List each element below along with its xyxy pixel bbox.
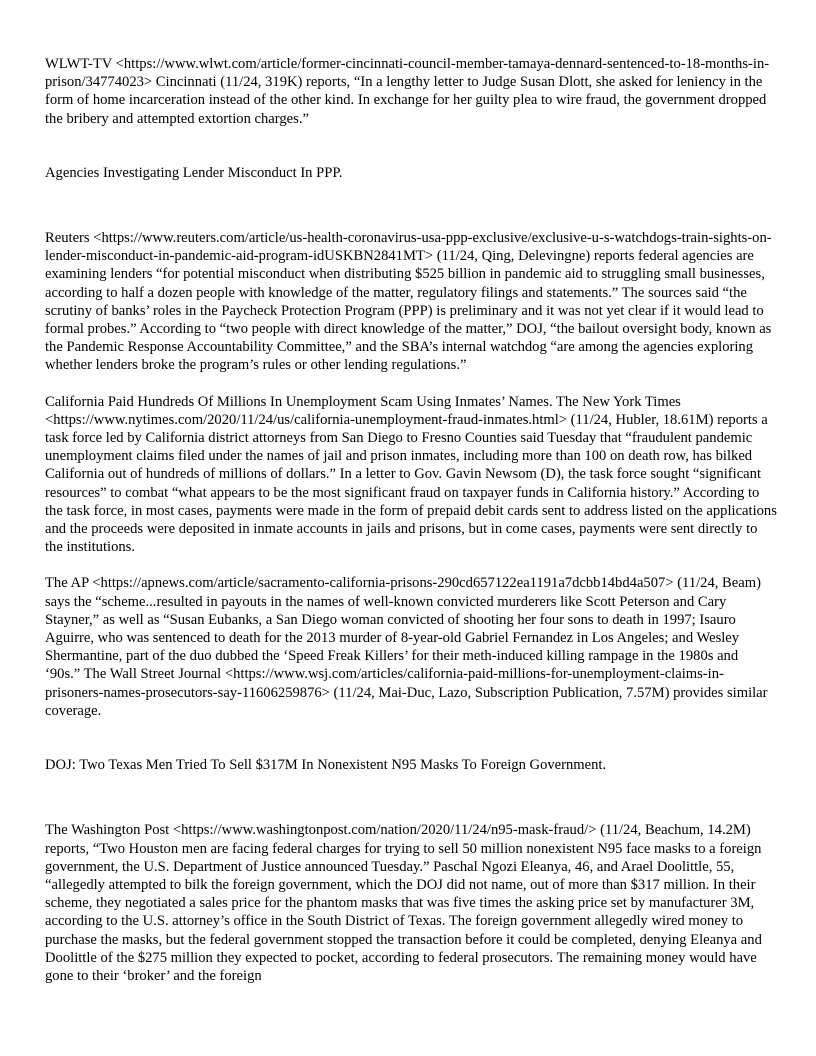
paragraph-reuters: Reuters <https://www.reuters.com/article/us-health-coronavirus-usa-ppp-exclusive/exclusive-u-s-watchdogs-train-sights-on-lender-misconduct-in-pandemic-aid-program-idUSKBN2841MT> (11/24, Qing, Delevingne) reports federal agencies are examining lenders “for potential misconduct when distributing $525 billion in pandemic aid to struggling small businesses, according to half a dozen people with knowledge of the matter, regulatory filings and statements.” The sources said “the scrutiny of banks’ roles in the Paycheck Protection Program (PPP) is preliminary and it was not yet clear if it would lead to formal probes.” According to “two people with direct knowledge of the matter,” DOJ, “the bailout oversight body, known as the Pandemic Response Accountability Committee,” and the SBA’s internal watchdog “are among the agencies exploring whether lenders broke the program’s rules or other lending regulations.” — [45, 230, 772, 374]
paragraph-california: California Paid Hundreds Of Millions In Unemployment Scam Using Inmates’ Names. The New York Times <https://www.nytimes.com/2020/11/24/us/california-unemployment-fraud-inmates.html> (11/24, Hubler, 18.61M) reports a task force led by California district attorneys from San Diego to Fresno Counties said Tuesday that “fraudulent pandemic unemployment claims filed under the names of jail and prison inmates, including more than 100 on death row, has bilked California out of hundreds of millions of dollars.” In a letter to Gov. Gavin Newsom (D), the task force sought “significant resources” to combat “what appears to be the most significant fraud on taxpayer funds in California history.” According to the task force, in most cases, payments were made in the form of prepaid debit cards sent to address listed on the applications and the proceeds were deposited in inmate accounts in jails and prisons, but in come cases, payments were sent directly to the institutions. — [45, 393, 777, 556]
paragraph-wlwt: WLWT-TV <https://www.wlwt.com/article/former-cincinnati-council-member-tamaya-dennard-sentenced-to-18-months-in-prison/34774023> Cincinnati (11/24, 319K) reports, “In a lengthy letter to Judge Susan Dlott, she asked for leniency in the form of home incarceration instead of the other kind. In exchange for her guilty plea to wire fraud, the government dropped the bribery and attempted extortion charges.” — [45, 56, 770, 127]
heading-lender-misconduct: Agencies Investigating Lender Misconduct In PPP. — [45, 164, 343, 181]
document-page — [45, 55, 777, 1003]
heading-n95-masks: DOJ: Two Texas Men Tried To Sell $317M In Nonexistent N95 Masks To Foreign Government. — [45, 757, 607, 774]
paragraph-ap: The AP <https://apnews.com/article/sacramento-california-prisons-290cd657122ea1191a7dcbb14bd4a507> (11/24, Beam) says the “scheme...resulted in payouts in the names of well-known convicted murderers like Scott Peterson and Cary Stayner,” as well as “Susan Eubanks, a San Diego woman convicted of shooting her four sons to death in 1997; Isauro Aguirre, who was sentenced to death for the 2013 murder of 8-year-old Gabriel Fernandez in Los Angeles; and Wesley Shermantine, part of the duo dubbed the ‘Speed Freak Killers’ for their meth-induced killing rampage in the 1980s and ‘90s.” The Wall Street Journal <https://www.wsj.com/articles/california-paid-millions-for-unemployment-claims-in-prisoners-names-prosecutors-say-11606259876> (11/24, Mai-Duc, Lazo, Subscription Publication, 7.57M) provides similar coverage. — [45, 575, 768, 719]
paragraph-washington-post: The Washington Post <https://www.washingtonpost.com/nation/2020/11/24/n95-mask-fraud/> (11/24, Beachum, 14.2M) reports, “Two Houston men are facing federal charges for trying to sell 50 million nonexistent N95 face masks to a foreign government, the U.S. Department of Justice announced Tuesday.” Paschal Ngozi Eleanya, 46, and Arael Doolittle, 55, “allegedly attempted to bilk the foreign government, which the DOJ did not name, out of more than $317 million. In their scheme, they negotiated a sales price for the phantom masks that was five times the asking price set by manufacturer 3M, according to the U.S. attorney’s office in the South District of Texas. The foreign government allegedly wired money to purchase the masks, but the federal government stopped the transaction before it could be completed, denying Eleanya and Doolittle of the $275 million they expected to pocket, according to federal prosecutors. The remaining money would have gone to their ‘broker’ and the foreign — [45, 822, 762, 984]
